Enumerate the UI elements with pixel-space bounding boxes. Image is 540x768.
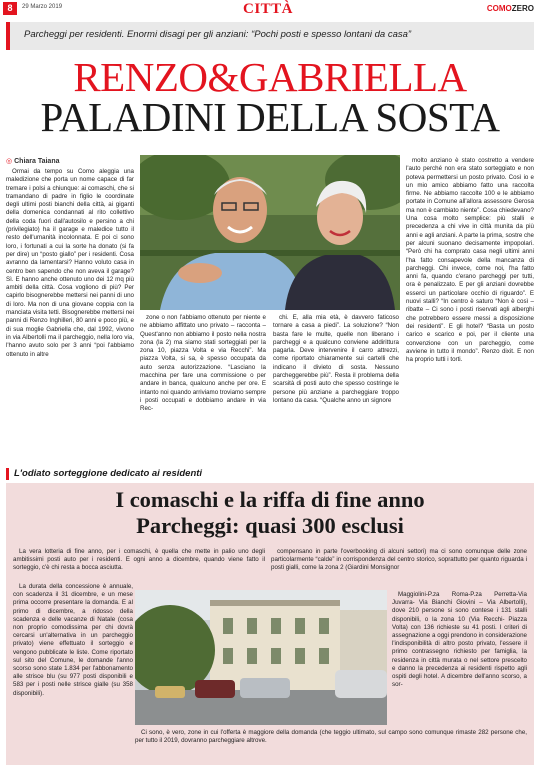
- headline-line-1: RENZO&GABRIELLA: [73, 54, 467, 100]
- author-icon: ◎: [6, 158, 13, 165]
- street-photo: [135, 590, 387, 725]
- page-number: 8: [3, 2, 17, 15]
- partner-logo-b: ZERO: [511, 4, 534, 13]
- article-column-4: [406, 157, 534, 464]
- secondary-headline-line-1: I comaschi e la riffa di fine anno: [115, 487, 425, 512]
- headline-line-2: PALADINI DELLA SOSTA: [40, 94, 500, 140]
- article-column-2-text: zone o non l'abbiamo ottenuto per niente e ne abbiamo affittato uno privato – racconta – Quest'anno non abbiamo il posto nella nostra zona (la 2) ma siamo stati sorteggiati per la zona 10, piazza Volta e via Recchi”. Ma piazza Volta, si sa, è spesso occupata da auto senza autorizzazione. “Lasciano la macchina per fare una commissione o per andare in banca, qualcuno anche per ore. E intanto noi quando arriviamo troviamo sempre i posti occupati e dobbiamo andare in via Rec-: [140, 314, 266, 413]
- secondary-column-right-text: compensano in parte l'overbooking di alcuni settori) ma ci sono comunque delle zone particolarmente “calde” in corrispondenza del centro storico, soprattutto per quanto riguarda i posti gialli, come la zona 2 (Giardini Monsignor: [271, 548, 527, 572]
- couple-photo-illustration: [140, 155, 400, 310]
- article-column-4-text: molto anziano è stato costretto a vendere l'auto perché non era stato sorteggiato e non poteva permettersi un posto privato. Così io e un mio amico abbiamo fatto una raccolta firme. Ne abbiamo raccolte 100 e le abbiamo portate in Comune all'allora assessore Gerosa ma non è cambiato niente”. Cosa chiedevano? Una cosa molto semplice: più stalli e precedenza a chi vive in città munita da più anni e agli anziani. A parte la prima, sostre che per alcuni suonano decisamente impopolari. “Però chi ha comprato casa negli ultimi anni l'ha fatto consapevole della mancanza di parcheggi. Chi invece, come noi, l'ha fatto anni fa, quando c'erano parcheggi per tutti, ora è penalizzato. E per gli anziani dovrebbe esserci un particolare occhio di riguardo”. E nuovi stalli? “In centro è saturo “Non è così – ribatte – Ci sono i posti riservati agli alberghi che potrebbero essere messi a disposizione dei residenti”. E gli hotel? “Basta un posto carico e scarico e poi, per il cliente una convenzione con un parcheggio, come avviene in tutto il mondo”. Renzo dixit. E non ha proprio tutti i torti.: [406, 157, 534, 364]
- article-column-1: [6, 168, 134, 463]
- section-marker: [6, 468, 9, 480]
- page-header: [0, 0, 540, 18]
- secondary-lead: [13, 548, 265, 582]
- byline: [6, 157, 60, 165]
- secondary-headline-line-2: Parcheggi: quasi 300 esclusi: [136, 513, 404, 538]
- section-bar: [6, 466, 534, 482]
- street-photo-illustration: [135, 590, 387, 725]
- partner-logo: [487, 4, 534, 13]
- secondary-column-bottom-text: Ci sono, è vero, zone in cui l'offerta è maggiore della domanda (che teggio ultimato, sul campo sono comunque rimaste 282 persone che, per tutto il 2019, dovranno parcheggiare altrove.: [135, 729, 527, 745]
- secondary-column-left: [13, 583, 133, 753]
- secondary-column-right: [271, 548, 527, 590]
- secondary-column-bottom: [135, 729, 527, 761]
- kicker-box: [6, 22, 534, 50]
- section-title: L'odiato sorteggione dedicato ai residenti: [14, 468, 203, 479]
- couple-photo: [140, 155, 400, 310]
- issue-date: 29 Marzo 2019: [22, 4, 63, 10]
- article-column-3: [273, 314, 399, 464]
- secondary-lead-text: La vera lotteria di fine anno, per i comaschi, è quella che mette in palio uno degli ambitissimi posti auto per i residenti. E ogni anno a dicembre, quando viene fatto il sorteggio, c'è chi resta a bocca asciutta.: [13, 548, 265, 572]
- article-column-2: [140, 314, 266, 464]
- secondary-column-right-2: [392, 591, 527, 743]
- article-column-1-text: Ormai da tempo su Como aleggia una maledizione che porta un nome capace di far tremare i polsi a chiunque: ai comaschi, che si tramandano di padre in figlio le coordinate degli ultimi posti bianchi della città, ai giganti della domenica condannati al rito collettivo della coda fuori dall'autosilo e persino a chi (privilegiato) ha il garage e maledice tutto il resto dell'umanità incolonnata. E poi ci sono loro, i fortunati a cui la sorte ha donato (si fa per dire) un “posto giallo” per i residenti. Cosa avranno da lamentarsi? Hanno voluto casa in centro ben sapendo che non aveva il garage? Sì. E hanno anche ottenuto uno dei 12 mq più ambiti della città. Cosa vogliono di più? Per capirlo bisognerebbe mettersi nei panni di uno di loro. Ma non di una giovane coppia con la manciata visita tetti. Bisognerebbe mettersi nei panni di Renzo Inghilleri, 80 anni e poco più, e di sua moglie Gabriella che, dal 1992, vivono in via Albertolli ma il parcheggio, nella loro via, l'hanno avuto solo per 3 anni “poi l'abbiamo ottenuto in altre: [6, 168, 134, 358]
- brand-logo: CITTÀ: [243, 1, 294, 17]
- partner-logo-a: COMO: [486, 4, 512, 13]
- author-name: Chiara Taiana: [14, 158, 60, 165]
- article-column-3-text: chi. E, alla mia età, è davvero faticoso tornare a casa a piedi”. La soluzione? “Non basta fare le multe, quelle non liberano i parcheggi e a qualcuno conviene addirittura pagarla. Deve intervenire il carro attrezzi, come riportato chiaramente sui cartelli che indicano il divieto di sosta. Nessuno parcheggerebbe più”. Resta il problema della scarsità di posti auto che spesso costringe le persone più anziane a parcheggiare troppo lontano da casa. “Qualche anno un signore: [273, 314, 399, 404]
- kicker-text: Parcheggi per residenti. Enormi disagi per gli anziani: “Pochi posti e spesso lontani da casa”: [24, 29, 412, 40]
- secondary-column-left-text: La durata della concessione è annuale, con scadenza il 31 dicembre, e un mese prima occorre presentare la domanda. E al primo di dicembre, a ridosso della scadenza e delle vacanze di Natale (cosa non proprio comodissima per chi dovrà cercarsi un'alternativa in un parcheggio privato) viene effettuato il sorteggio e vengono pubblicate le liste. Come riportato sul sito del Comune, le domande l'anno scorso sono state 1.834 per l'abbonamento alle strisce blu (su 977 posti disponibili e 583 per i posti nelle strisce gialle (su 358 disponibili).: [13, 583, 133, 697]
- secondary-column-right-2-text: Maggiolini-P.za Roma-P.za Perretta-Via Juvarra- Via Bianchi Giovini – Via Albertolli), dove 210 persone si sono contese i 131 stalli disponibili, o la zona 10 (Via Recchi- Piazza Volta) con 136 richieste su 41 posti. I criteri di assegnazione a oggi prendono in considerazione l'indisponibilità di altro posto privato, l'essere il primo contrassegno richiesto per famiglia, la residenza in città murata o nel settore prescelto e danno la precedenza ai residenti rispetto agli ospiti degli hotel. A dicembre dell'anno scorso, a sor-: [392, 591, 527, 689]
